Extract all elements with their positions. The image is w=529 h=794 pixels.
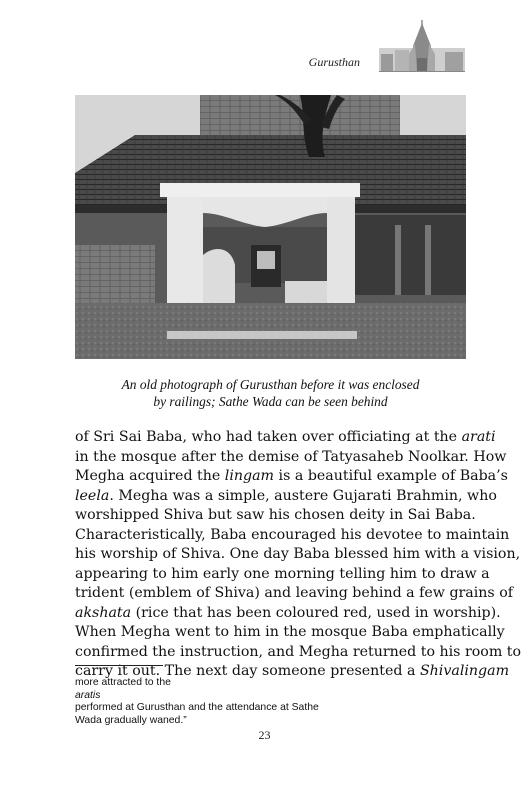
page-number: 23	[258, 728, 271, 742]
running-header-title: Gurusthan	[308, 55, 360, 69]
footnote-line: Wada gradually waned.”	[75, 714, 187, 726]
body-line: Megha acquired the lingam is a beautiful example of Baba’s	[75, 468, 508, 484]
footnote-line: more attracted to the aratis performed at Gurusthan and the attendance at Sathe	[75, 677, 319, 713]
footnote-divider	[75, 665, 163, 666]
body-line: carry it out. The next day someone presented a Shivalingam	[75, 663, 510, 679]
body-line: When Megha went to him in the mosque Baba emphatically	[75, 624, 505, 640]
body-line: of Sri Sai Baba, who had taken over officiating at the arati	[75, 429, 496, 445]
footnote	[75, 677, 466, 727]
body-line: appearing to him early one morning telling him to draw a	[75, 565, 490, 582]
body-line: Characteristically, Baba encouraged his devotee to maintain	[75, 526, 510, 543]
body-paragraph	[75, 428, 522, 682]
body-line: his worship of Shiva. One day Baba blessed him with a vision,	[75, 546, 521, 562]
temple-skyline-icon	[379, 20, 465, 72]
figure-caption	[75, 376, 466, 410]
body-line: akshata (rice that has been coloured red, used in worship).	[75, 604, 501, 621]
caption-line: An old photograph of Gurusthan before it was enclosed	[121, 377, 420, 392]
gurusthan-photograph	[75, 95, 466, 359]
caption-line: by railings; Sathe Wada can be seen behind	[153, 394, 388, 409]
body-line: confirmed the instruction, and Megha returned to his room to	[75, 643, 522, 660]
body-line: trident (emblem of Shiva) and leaving behind a few grains of	[75, 585, 514, 601]
body-line: worshipped Shiva but saw his chosen deity in Sai Baba.	[75, 507, 476, 523]
body-line: leela. Megha was a simple, austere Gujarati Brahmin, who	[75, 487, 497, 504]
body-line: in the mosque after the demise of Tatyasaheb Noolkar. How	[75, 448, 507, 465]
